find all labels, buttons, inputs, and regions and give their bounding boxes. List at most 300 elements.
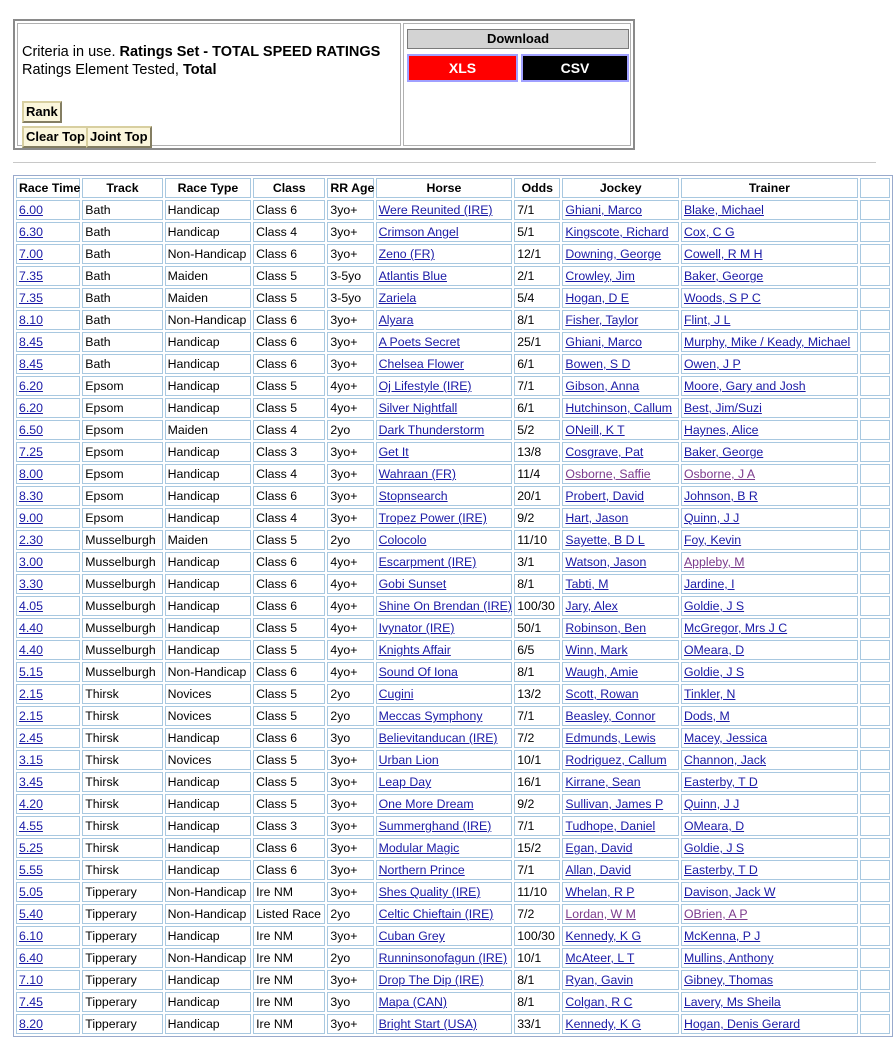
jockey-cell[interactable]: Hogan, D E — [562, 288, 679, 308]
jockey-cell[interactable]: Ghiani, Marco — [562, 332, 679, 352]
odds-cell: 11/10 — [514, 530, 560, 550]
horse-cell[interactable]: Gobi Sunset — [376, 574, 513, 594]
race-type-cell: Handicap — [165, 860, 251, 880]
trainer-cell[interactable]: Moore, Gary and Josh — [681, 376, 858, 396]
race-time-cell[interactable]: 7.45 — [16, 992, 80, 1012]
race-time-cell[interactable]: 4.55 — [16, 816, 80, 836]
extra-cell — [860, 1014, 890, 1034]
trainer-cell[interactable]: Osborne, J A — [681, 464, 858, 484]
jockey-cell[interactable]: Kingscote, Richard — [562, 222, 679, 242]
header-class[interactable]: Class — [253, 178, 325, 198]
trainer-cell[interactable]: Goldie, J S — [681, 662, 858, 682]
race-time-cell[interactable]: 4.20 — [16, 794, 80, 814]
race-time-cell[interactable]: 3.45 — [16, 772, 80, 792]
track-cell: Musselburgh — [82, 618, 162, 638]
table-row — [16, 376, 890, 396]
class-cell: Class 4 — [253, 508, 325, 528]
track-cell: Epsom — [82, 508, 162, 528]
odds-cell: 8/1 — [514, 970, 560, 990]
trainer-cell[interactable]: Jardine, I — [681, 574, 858, 594]
horse-cell[interactable]: Oj Lifestyle (IRE) — [376, 376, 513, 396]
rank-button[interactable]: Rank — [22, 101, 62, 123]
results-table — [13, 175, 893, 1037]
odds-cell: 6/1 — [514, 398, 560, 418]
jockey-cell[interactable]: Ryan, Gavin — [562, 970, 679, 990]
class-cell: Class 4 — [253, 464, 325, 484]
track-cell: Thirsk — [82, 684, 162, 704]
header-rr-age[interactable]: RR Age — [327, 178, 373, 198]
trainer-cell[interactable]: Best, Jim/Suzi — [681, 398, 858, 418]
trainer-cell[interactable]: Appleby, M — [681, 552, 858, 572]
rr-age-cell: 3yo+ — [327, 772, 373, 792]
track-cell: Musselburgh — [82, 596, 162, 616]
table-row — [16, 860, 890, 880]
jockey-cell[interactable]: Hart, Jason — [562, 508, 679, 528]
clear-top-button[interactable]: Clear Top — [22, 126, 89, 148]
criteria-panel — [13, 19, 635, 150]
odds-cell: 100/30 — [514, 596, 560, 616]
odds-cell: 3/1 — [514, 552, 560, 572]
race-time-cell[interactable]: 8.20 — [16, 1014, 80, 1034]
race-time-cell[interactable]: 6.20 — [16, 398, 80, 418]
trainer-cell[interactable]: Easterby, T D — [681, 772, 858, 792]
track-cell: Thirsk — [82, 816, 162, 836]
track-cell: Tipperary — [82, 926, 162, 946]
odds-cell: 13/2 — [514, 684, 560, 704]
header-race-type[interactable]: Race Type — [165, 178, 251, 198]
rr-age-cell: 3-5yo — [327, 266, 373, 286]
rr-age-cell: 3yo+ — [327, 464, 373, 484]
horse-cell[interactable]: Ivynator (IRE) — [376, 618, 513, 638]
trainer-cell[interactable]: Dods, M — [681, 706, 858, 726]
rr-age-cell: 3yo+ — [327, 442, 373, 462]
extra-cell — [860, 706, 890, 726]
race-time-cell[interactable]: 4.40 — [16, 640, 80, 660]
table-row — [16, 706, 890, 726]
trainer-cell[interactable]: Woods, S P C — [681, 288, 858, 308]
trainer-cell[interactable]: Cox, C G — [681, 222, 858, 242]
trainer-cell[interactable]: Foy, Kevin — [681, 530, 858, 550]
race-time-cell[interactable]: 8.45 — [16, 332, 80, 352]
horse-cell[interactable]: Wahraan (FR) — [376, 464, 513, 484]
trainer-cell[interactable]: Davison, Jack W — [681, 882, 858, 902]
race-time-cell[interactable]: 7.00 — [16, 244, 80, 264]
horse-cell[interactable]: Meccas Symphony — [376, 706, 513, 726]
trainer-cell[interactable]: Flint, J L — [681, 310, 858, 330]
odds-cell: 50/1 — [514, 618, 560, 638]
race-time-cell[interactable]: 9.00 — [16, 508, 80, 528]
horse-cell[interactable]: Atlantis Blue — [376, 266, 513, 286]
header-odds[interactable]: Odds — [514, 178, 560, 198]
rr-age-cell: 4yo+ — [327, 376, 373, 396]
horse-cell[interactable]: Were Reunited (IRE) — [376, 200, 513, 220]
jockey-cell[interactable]: Lordan, W M — [562, 904, 679, 924]
track-cell: Musselburgh — [82, 574, 162, 594]
track-cell: Musselburgh — [82, 530, 162, 550]
class-cell: Class 5 — [253, 398, 325, 418]
trainer-cell[interactable]: Haynes, Alice — [681, 420, 858, 440]
race-type-cell: Novices — [165, 706, 251, 726]
odds-cell: 9/2 — [514, 508, 560, 528]
jockey-cell[interactable]: Kennedy, K G — [562, 926, 679, 946]
horse-cell[interactable]: Shes Quality (IRE) — [376, 882, 513, 902]
xls-download-button[interactable]: XLS — [407, 54, 518, 82]
class-cell: Class 5 — [253, 794, 325, 814]
odds-cell: 5/1 — [514, 222, 560, 242]
rr-age-cell: 3yo+ — [327, 1014, 373, 1034]
criteria-text — [22, 43, 380, 79]
jockey-cell[interactable]: McAteer, L T — [562, 948, 679, 968]
race-type-cell: Handicap — [165, 618, 251, 638]
jockey-cell[interactable]: Gibson, Anna — [562, 376, 679, 396]
extra-cell — [860, 772, 890, 792]
odds-cell: 10/1 — [514, 750, 560, 770]
header-race-time[interactable]: Race Time — [16, 178, 80, 198]
jockey-cell[interactable]: Colgan, R C — [562, 992, 679, 1012]
track-cell: Tipperary — [82, 948, 162, 968]
header-jockey[interactable]: Jockey — [562, 178, 679, 198]
class-cell: Class 6 — [253, 860, 325, 880]
race-time-cell[interactable]: 6.10 — [16, 926, 80, 946]
jockey-cell[interactable]: Tudhope, Daniel — [562, 816, 679, 836]
race-time-cell[interactable]: 5.05 — [16, 882, 80, 902]
track-cell: Epsom — [82, 442, 162, 462]
jockey-cell[interactable]: Crowley, Jim — [562, 266, 679, 286]
track-cell: Epsom — [82, 398, 162, 418]
results-table-container[interactable] — [13, 175, 876, 1031]
horse-cell[interactable]: Colocolo — [376, 530, 513, 550]
race-time-cell[interactable]: 5.40 — [16, 904, 80, 924]
trainer-cell[interactable]: McGregor, Mrs J C — [681, 618, 858, 638]
trainer-cell[interactable]: McKenna, P J — [681, 926, 858, 946]
race-time-cell[interactable]: 4.05 — [16, 596, 80, 616]
horse-cell[interactable]: A Poets Secret — [376, 332, 513, 352]
horse-cell[interactable]: Drop The Dip (IRE) — [376, 970, 513, 990]
race-time-cell[interactable]: 2.15 — [16, 684, 80, 704]
jockey-cell[interactable]: Scott, Rowan — [562, 684, 679, 704]
horse-cell[interactable]: Summerghand (IRE) — [376, 816, 513, 836]
rr-age-cell: 2yo — [327, 948, 373, 968]
jockey-cell[interactable]: Beasley, Connor — [562, 706, 679, 726]
jockey-cell[interactable]: Robinson, Ben — [562, 618, 679, 638]
race-type-cell: Non-Handicap — [165, 244, 251, 264]
odds-cell: 5/2 — [514, 420, 560, 440]
jockey-cell[interactable]: Waugh, Amie — [562, 662, 679, 682]
table-row — [16, 200, 890, 220]
extra-cell — [860, 244, 890, 264]
rr-age-cell: 4yo+ — [327, 596, 373, 616]
jockey-cell[interactable]: Rodriguez, Callum — [562, 750, 679, 770]
trainer-cell[interactable]: Mullins, Anthony — [681, 948, 858, 968]
race-time-cell[interactable]: 5.15 — [16, 662, 80, 682]
extra-cell — [860, 288, 890, 308]
table-row — [16, 750, 890, 770]
race-type-cell: Handicap — [165, 574, 251, 594]
class-cell: Class 5 — [253, 288, 325, 308]
horse-cell[interactable]: Stopnsearch — [376, 486, 513, 506]
extra-cell — [860, 574, 890, 594]
trainer-cell[interactable]: Gibney, Thomas — [681, 970, 858, 990]
horse-cell[interactable]: Northern Prince — [376, 860, 513, 880]
race-time-cell[interactable]: 6.50 — [16, 420, 80, 440]
track-cell: Bath — [82, 244, 162, 264]
race-time-cell[interactable]: 3.15 — [16, 750, 80, 770]
class-cell: Class 6 — [253, 244, 325, 264]
horse-cell[interactable]: Knights Affair — [376, 640, 513, 660]
trainer-cell[interactable]: Lavery, Ms Sheila — [681, 992, 858, 1012]
horse-cell[interactable]: Tropez Power (IRE) — [376, 508, 513, 528]
jockey-cell[interactable]: Bowen, S D — [562, 354, 679, 374]
race-time-cell[interactable]: 5.25 — [16, 838, 80, 858]
race-time-cell[interactable]: 8.00 — [16, 464, 80, 484]
trainer-cell[interactable]: OMeara, D — [681, 816, 858, 836]
race-type-cell: Handicap — [165, 508, 251, 528]
track-cell: Thirsk — [82, 860, 162, 880]
jockey-cell[interactable]: Jary, Alex — [562, 596, 679, 616]
race-type-cell: Maiden — [165, 420, 251, 440]
rr-age-cell: 4yo+ — [327, 662, 373, 682]
rr-age-cell: 3yo+ — [327, 750, 373, 770]
class-cell: Class 5 — [253, 750, 325, 770]
horse-cell[interactable]: One More Dream — [376, 794, 513, 814]
trainer-cell[interactable]: Quinn, J J — [681, 508, 858, 528]
class-cell: Class 5 — [253, 684, 325, 704]
track-cell: Epsom — [82, 376, 162, 396]
track-cell: Bath — [82, 354, 162, 374]
class-cell: Class 5 — [253, 618, 325, 638]
race-time-cell[interactable]: 6.30 — [16, 222, 80, 242]
joint-top-button[interactable]: Joint Top — [86, 126, 152, 148]
horse-cell[interactable]: Silver Nightfall — [376, 398, 513, 418]
jockey-cell[interactable]: Kirrane, Sean — [562, 772, 679, 792]
odds-cell: 8/1 — [514, 662, 560, 682]
race-time-cell[interactable]: 4.40 — [16, 618, 80, 638]
horse-cell[interactable]: Modular Magic — [376, 838, 513, 858]
trainer-cell[interactable]: Goldie, J S — [681, 596, 858, 616]
rr-age-cell: 3yo+ — [327, 200, 373, 220]
jockey-cell[interactable]: Sayette, B D L — [562, 530, 679, 550]
odds-cell: 7/1 — [514, 706, 560, 726]
class-cell: Class 6 — [253, 354, 325, 374]
race-time-cell[interactable]: 7.10 — [16, 970, 80, 990]
race-time-cell[interactable]: 6.00 — [16, 200, 80, 220]
class-cell: Class 6 — [253, 552, 325, 572]
jockey-cell[interactable]: Osborne, Saffie — [562, 464, 679, 484]
race-type-cell: Non-Handicap — [165, 948, 251, 968]
trainer-cell[interactable]: Macey, Jessica — [681, 728, 858, 748]
horse-cell[interactable]: Crimson Angel — [376, 222, 513, 242]
trainer-cell[interactable]: Channon, Jack — [681, 750, 858, 770]
class-cell: Class 3 — [253, 816, 325, 836]
header-trainer[interactable]: Trainer — [681, 178, 858, 198]
trainer-cell[interactable]: OBrien, A P — [681, 904, 858, 924]
trainer-cell[interactable]: Tinkler, N — [681, 684, 858, 704]
jockey-cell[interactable]: Hutchinson, Callum — [562, 398, 679, 418]
jockey-cell[interactable]: Egan, David — [562, 838, 679, 858]
track-cell: Bath — [82, 288, 162, 308]
table-row — [16, 816, 890, 836]
header-track[interactable]: Track — [82, 178, 162, 198]
horse-cell[interactable]: Chelsea Flower — [376, 354, 513, 374]
odds-cell: 8/1 — [514, 574, 560, 594]
race-time-cell[interactable]: 2.45 — [16, 728, 80, 748]
odds-cell: 16/1 — [514, 772, 560, 792]
extra-cell — [860, 266, 890, 286]
race-time-cell[interactable]: 2.15 — [16, 706, 80, 726]
race-time-cell[interactable]: 8.30 — [16, 486, 80, 506]
table-row — [16, 244, 890, 264]
jockey-cell[interactable]: Cosgrave, Pat — [562, 442, 679, 462]
odds-cell: 13/8 — [514, 442, 560, 462]
horse-cell[interactable]: Bright Start (USA) — [376, 1014, 513, 1034]
track-cell: Thirsk — [82, 772, 162, 792]
extra-cell — [860, 750, 890, 770]
rr-age-cell: 3yo+ — [327, 838, 373, 858]
race-type-cell: Handicap — [165, 970, 251, 990]
horse-cell[interactable]: Cuban Grey — [376, 926, 513, 946]
horse-cell[interactable]: Leap Day — [376, 772, 513, 792]
jockey-cell[interactable]: Winn, Mark — [562, 640, 679, 660]
horse-cell[interactable]: Alyara — [376, 310, 513, 330]
horse-cell[interactable]: Believitanducan (IRE) — [376, 728, 513, 748]
horse-cell[interactable]: Mapa (CAN) — [376, 992, 513, 1012]
race-time-cell[interactable]: 2.30 — [16, 530, 80, 550]
jockey-cell[interactable]: Sullivan, James P — [562, 794, 679, 814]
horse-cell[interactable]: Dark Thunderstorm — [376, 420, 513, 440]
jockey-cell[interactable]: Fisher, Taylor — [562, 310, 679, 330]
table-row — [16, 926, 890, 946]
trainer-cell[interactable]: Goldie, J S — [681, 838, 858, 858]
header-horse[interactable]: Horse — [376, 178, 513, 198]
rr-age-cell: 3yo+ — [327, 222, 373, 242]
csv-download-button[interactable]: CSV — [521, 54, 629, 82]
class-cell: Ire NM — [253, 1014, 325, 1034]
class-cell: Class 4 — [253, 420, 325, 440]
odds-cell: 6/5 — [514, 640, 560, 660]
race-time-cell[interactable]: 6.20 — [16, 376, 80, 396]
trainer-cell[interactable]: Murphy, Mike / Keady, Michael — [681, 332, 858, 352]
rr-age-cell: 3yo+ — [327, 244, 373, 264]
track-cell: Thirsk — [82, 706, 162, 726]
criteria-prefix: Criteria in use. — [22, 44, 116, 60]
jockey-cell[interactable]: Ghiani, Marco — [562, 200, 679, 220]
trainer-cell[interactable]: Quinn, J J — [681, 794, 858, 814]
table-row — [16, 948, 890, 968]
jockey-cell[interactable]: ONeill, K T — [562, 420, 679, 440]
race-time-cell[interactable]: 6.40 — [16, 948, 80, 968]
table-row — [16, 596, 890, 616]
race-type-cell: Handicap — [165, 728, 251, 748]
extra-cell — [860, 662, 890, 682]
horse-cell[interactable]: Celtic Chieftain (IRE) — [376, 904, 513, 924]
trainer-cell[interactable]: Baker, George — [681, 266, 858, 286]
horse-cell[interactable]: Zariela — [376, 288, 513, 308]
rr-age-cell: 3yo+ — [327, 882, 373, 902]
horse-cell[interactable]: Runninsonofagun (IRE) — [376, 948, 513, 968]
table-row — [16, 354, 890, 374]
race-time-cell[interactable]: 8.45 — [16, 354, 80, 374]
element-prefix: Ratings Element Tested, — [22, 62, 179, 78]
table-row — [16, 772, 890, 792]
horse-cell[interactable]: Escarpment (IRE) — [376, 552, 513, 572]
track-cell: Musselburgh — [82, 640, 162, 660]
horse-cell[interactable]: Cugini — [376, 684, 513, 704]
jockey-cell[interactable]: Tabti, M — [562, 574, 679, 594]
track-cell: Tipperary — [82, 970, 162, 990]
race-time-cell[interactable]: 5.55 — [16, 860, 80, 880]
race-time-cell[interactable]: 7.35 — [16, 266, 80, 286]
trainer-cell[interactable]: Baker, George — [681, 442, 858, 462]
track-cell: Bath — [82, 310, 162, 330]
extra-cell — [860, 728, 890, 748]
jockey-cell[interactable]: Edmunds, Lewis — [562, 728, 679, 748]
race-time-cell[interactable]: 3.30 — [16, 574, 80, 594]
horse-cell[interactable]: Urban Lion — [376, 750, 513, 770]
race-type-cell: Novices — [165, 750, 251, 770]
ratings-set: Ratings Set - TOTAL SPEED RATINGS — [119, 44, 381, 60]
element-value: Total — [182, 62, 217, 78]
trainer-cell[interactable]: OMeara, D — [681, 640, 858, 660]
horse-cell[interactable]: Sound Of Iona — [376, 662, 513, 682]
table-row — [16, 486, 890, 506]
race-time-cell[interactable]: 7.35 — [16, 288, 80, 308]
class-cell: Class 4 — [253, 222, 325, 242]
odds-cell: 2/1 — [514, 266, 560, 286]
race-type-cell: Handicap — [165, 552, 251, 572]
extra-cell — [860, 508, 890, 528]
trainer-cell[interactable]: Cowell, R M H — [681, 244, 858, 264]
class-cell: Class 6 — [253, 728, 325, 748]
extra-cell — [860, 860, 890, 880]
rr-age-cell: 3yo+ — [327, 860, 373, 880]
odds-cell: 11/4 — [514, 464, 560, 484]
extra-cell — [860, 794, 890, 814]
track-cell: Epsom — [82, 464, 162, 484]
race-time-cell[interactable]: 8.10 — [16, 310, 80, 330]
jockey-cell[interactable]: Downing, George — [562, 244, 679, 264]
race-time-cell[interactable]: 3.00 — [16, 552, 80, 572]
race-type-cell: Non-Handicap — [165, 662, 251, 682]
rr-age-cell: 3yo+ — [327, 310, 373, 330]
horse-cell[interactable]: Get It — [376, 442, 513, 462]
class-cell: Ire NM — [253, 992, 325, 1012]
rr-age-cell: 3yo+ — [327, 332, 373, 352]
class-cell: Class 5 — [253, 530, 325, 550]
jockey-cell[interactable]: Probert, David — [562, 486, 679, 506]
jockey-cell[interactable]: Whelan, R P — [562, 882, 679, 902]
race-time-cell[interactable]: 7.25 — [16, 442, 80, 462]
jockey-cell[interactable]: Watson, Jason — [562, 552, 679, 572]
jockey-cell[interactable]: Allan, David — [562, 860, 679, 880]
horse-cell[interactable]: Zeno (FR) — [376, 244, 513, 264]
table-row — [16, 222, 890, 242]
trainer-cell[interactable]: Easterby, T D — [681, 860, 858, 880]
horse-cell[interactable]: Shine On Brendan (IRE) — [376, 596, 513, 616]
track-cell: Tipperary — [82, 882, 162, 902]
rr-age-cell: 4yo+ — [327, 618, 373, 638]
trainer-cell[interactable]: Owen, J P — [681, 354, 858, 374]
table-row — [16, 684, 890, 704]
extra-cell — [860, 200, 890, 220]
trainer-cell[interactable]: Johnson, B R — [681, 486, 858, 506]
trainer-cell[interactable]: Hogan, Denis Gerard — [681, 1014, 858, 1034]
class-cell: Ire NM — [253, 948, 325, 968]
extra-cell — [860, 618, 890, 638]
jockey-cell[interactable]: Kennedy, K G — [562, 1014, 679, 1034]
divider — [13, 162, 876, 163]
trainer-cell[interactable]: Blake, Michael — [681, 200, 858, 220]
rr-age-cell: 3yo+ — [327, 816, 373, 836]
